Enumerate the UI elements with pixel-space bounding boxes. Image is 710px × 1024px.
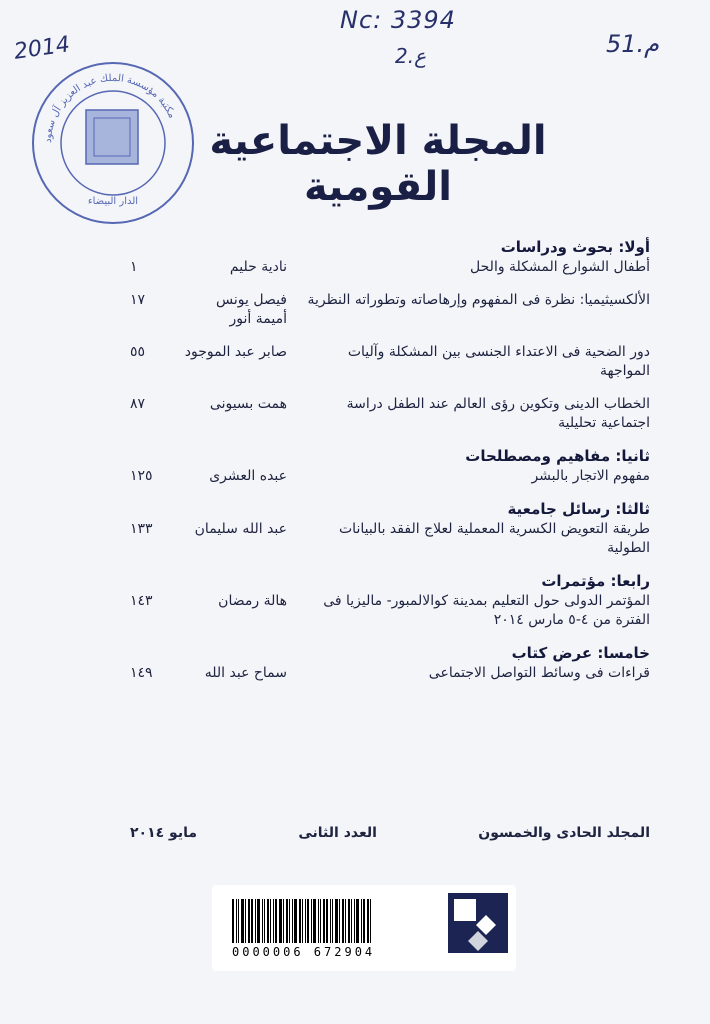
barcode-number: 0000006 672904 <box>232 945 376 959</box>
toc-section <box>130 238 650 433</box>
barcode-bar <box>270 899 271 943</box>
entry-author: همت بسيونى <box>209 396 287 412</box>
entry-title: أطفال الشوارع المشكلة والحل <box>470 259 650 275</box>
handwritten-year: 2014 <box>12 32 72 65</box>
entry-author: عبد الله سليمان <box>194 521 287 537</box>
date-label: مايو ٢٠١٤ <box>130 825 198 841</box>
barcode-bar <box>318 899 319 943</box>
issue-label: العدد الثانى <box>298 825 377 841</box>
toc-entry <box>130 291 650 329</box>
barcode-bars <box>232 899 442 943</box>
barcode-bar <box>335 899 338 943</box>
entry-author: عبده العشرى <box>209 468 287 484</box>
section-title: رابعا: مؤتمرات <box>541 572 650 590</box>
toc-entry <box>130 520 650 558</box>
section-title: ثانيا: مفاهيم ومصطلحات <box>465 447 650 465</box>
barcode-bar <box>279 899 282 943</box>
publisher-logo-icon <box>448 893 508 953</box>
barcode-bar <box>323 899 325 943</box>
barcode-bar <box>361 899 362 943</box>
toc-entry <box>130 258 650 277</box>
barcode-bar <box>302 899 303 943</box>
barcode-bar <box>267 899 269 943</box>
barcode-bar <box>367 899 369 943</box>
barcode-bar <box>262 899 263 943</box>
barcode-bar <box>292 899 293 943</box>
entry-author: سماح عبد الله <box>204 665 287 681</box>
barcode-bar <box>251 899 253 943</box>
stamp-ring-text: مكتبة مؤسسة الملك عبد العزيز آل سعود <box>42 72 178 144</box>
entry-author: فيصل يونس أميمة أنور <box>216 292 287 327</box>
handwritten-corner-code: 51.م <box>606 30 660 58</box>
barcode-bar <box>255 899 256 943</box>
barcode-bar <box>320 899 321 943</box>
journal-title: المجلة الاجتماعية القومية <box>209 118 547 210</box>
barcode-bar <box>313 899 316 943</box>
entry-title: مفهوم الاتجار بالبشر <box>531 468 650 484</box>
section-title: خامسا: عرض كتاب <box>511 644 650 662</box>
barcode-bar <box>356 899 359 943</box>
barcode-bar <box>264 899 265 943</box>
entry-title: طريقة التعويض الكسرية المعملية لعلاج الفقد بالبيانات الطولية <box>339 521 650 556</box>
barcode-bar <box>311 899 312 943</box>
barcode-bar <box>332 899 333 943</box>
entry-title: المؤتمر الدولى حول التعليم بمدينة كوالالمبور- ماليزيا فى الفترة من ٤-٥ مارس ٢٠١٤ <box>323 593 650 628</box>
section-title: ثالثا: رسائل جامعية <box>507 500 650 518</box>
entry-page: ١٤٩ <box>130 665 153 681</box>
barcode-bar <box>289 899 290 943</box>
table-of-contents <box>130 238 650 697</box>
barcode-bar <box>245 899 246 943</box>
barcode-bar <box>275 899 277 943</box>
barcode-bar <box>339 899 340 943</box>
entry-title: دور الضحية فى الاعتداء الجنسى بين المشكلة وآليات المواجهة <box>347 344 650 379</box>
toc-section <box>130 447 650 486</box>
entry-title: الخطاب الدينى وتكوين رؤى العالم عند الطفل دراسة اجتماعية تحليلية <box>346 396 650 431</box>
barcode-bar <box>257 899 260 943</box>
barcode-bar <box>299 899 301 943</box>
barcode-bar <box>236 899 237 943</box>
barcode-bar <box>354 899 355 943</box>
barcode-bar <box>273 899 274 943</box>
entry-author: نادية حليم <box>229 259 287 275</box>
entry-page: ١٢٥ <box>130 468 153 484</box>
barcode-label <box>212 885 516 971</box>
toc-entry <box>130 343 650 381</box>
barcode-bar <box>345 899 346 943</box>
toc-section <box>130 500 650 558</box>
barcode-bar <box>370 899 371 943</box>
section-title: أولا: بحوث ودراسات <box>500 238 650 256</box>
entry-page: ١٤٣ <box>130 593 153 609</box>
toc-entry <box>130 467 650 486</box>
handwritten-call-number: Nc: 3394 <box>340 6 456 34</box>
issue-info <box>130 825 650 841</box>
barcode-bar <box>305 899 306 943</box>
entry-page: ١ <box>130 259 138 275</box>
barcode-bar <box>307 899 309 943</box>
barcode-bar <box>286 899 288 943</box>
toc-entry <box>130 395 650 433</box>
entry-page: ٨٧ <box>130 396 146 412</box>
handwritten-subcode: 2.ع <box>395 44 427 68</box>
entry-page: ١٧ <box>130 292 146 308</box>
barcode-bar <box>342 899 344 943</box>
entry-author: صابر عبد الموجود <box>184 344 287 360</box>
barcode-bar <box>326 899 328 943</box>
toc-entry <box>130 592 650 630</box>
entry-page: ٥٥ <box>130 344 146 360</box>
barcode-bar <box>294 899 297 943</box>
entry-page: ١٣٣ <box>130 521 153 537</box>
barcode-bar <box>238 899 239 943</box>
volume-label: المجلد الحادى والخمسون <box>478 825 650 841</box>
entry-title: قراءات فى وسائط التواصل الاجتماعى <box>428 665 650 681</box>
toc-section <box>130 644 650 683</box>
barcode-bar <box>232 899 234 943</box>
barcode-bar <box>283 899 284 943</box>
barcode-bar <box>348 899 350 943</box>
barcode-bar <box>351 899 352 943</box>
toc-entry <box>130 664 650 683</box>
barcode-bar <box>330 899 331 943</box>
barcode-bar <box>248 899 250 943</box>
entry-author: هالة رمضان <box>218 593 287 609</box>
barcode-bar <box>241 899 244 943</box>
stamp-city-text: الدار البيضاء <box>87 196 139 207</box>
entry-title: الألكسيثيميا: نظرة فى المفهوم وإرهاصاته وتطوراته النظرية <box>307 292 650 308</box>
barcode-bar <box>363 899 365 943</box>
toc-section <box>130 572 650 630</box>
